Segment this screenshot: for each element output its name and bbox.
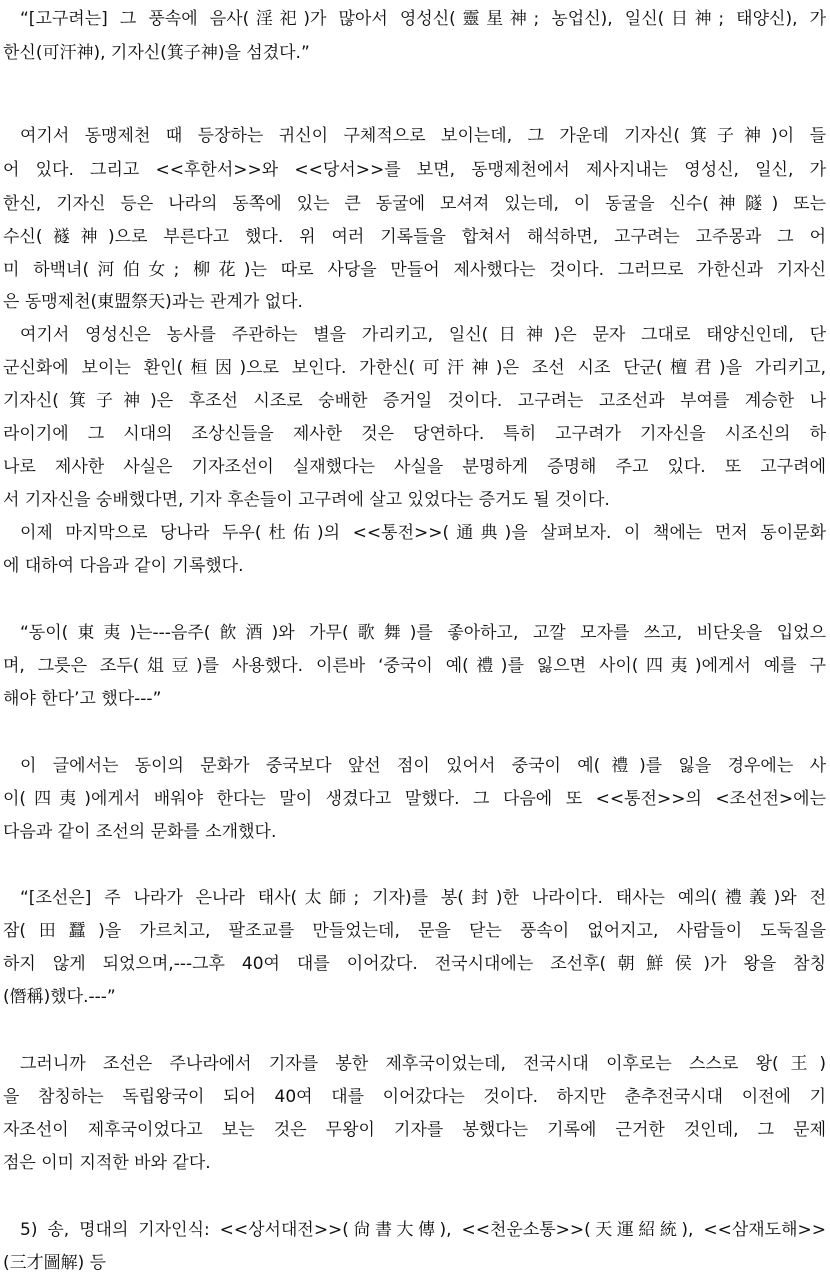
text-line: 군신화에 보이는 환인(桓因)으로 보인다. 가한신(可汗神)은 조선 시조 단군(檀君)을 가리키고, <box>3 358 826 378</box>
text-line: 하지 않게 되었으며,---그후 40여 대를 이어갔다. 전국시대에는 조선후(朝鮮侯)가 왕을 참칭 <box>3 954 826 974</box>
text-line: “동이(東夷)는---음주(飮酒)와 가무(歌舞)를 좋아하고, 고깔 모자를 쓰고, 비단옷을 입었으 <box>20 623 826 643</box>
text-line: 잠(田蠶)을 가르치고, 팔조교를 만들었는데, 문을 닫는 풍속이 없어지고, 사람들이 도둑질을 <box>3 921 826 941</box>
text-line: 그러니까 조선은 주나라에서 기자를 봉한 제후국이었는데, 전국시대 이후로는 스스로 왕(王) <box>20 1054 826 1074</box>
text-line: 다음과 같이 조선의 문화를 소개했다. <box>3 822 277 842</box>
text-line: 한신(可汗神), 기자신(箕子神)을 섬겼다.” <box>3 43 310 63</box>
text-line: 점은 이미 지적한 바와 같다. <box>3 1153 211 1173</box>
text-line: 한신, 기자신 등은 나라의 동쪽에 있는 큰 동굴에 모셔져 있는데, 이 동굴을 신수(神隧) 또는 <box>3 194 826 214</box>
text-line: 수신(襚神)으로 부른다고 했다. 위 여러 기록들을 합쳐서 해석하면, 고구려는 고주몽과 그 어 <box>3 227 826 247</box>
text-line: 은 동맹제천(東盟祭天)과는 관계가 없다. <box>3 292 303 312</box>
text-line: 에 대하여 다음과 같이 기록했다. <box>3 556 244 576</box>
text-line: 미 하백녀(河伯女; 柳花)는 따로 사당을 만들어 제사했다는 것이다. 그러므로 가한신과 기자신 <box>3 260 826 280</box>
section-heading-continuation: (三才圖解) 등 <box>3 1253 107 1273</box>
text-line: 며, 그릇은 조두(俎豆)를 사용했다. 이른바 ‘중국이 예(禮)를 잃으면 사이(四夷)에게서 예를 구 <box>3 656 826 676</box>
text-line: 여기서 동맹제천 때 등장하는 귀신이 구체적으로 보이는데, 그 가운데 기자신(箕子神)이 들 <box>20 126 826 146</box>
text-line: “[고구려는] 그 풍속에 음사(淫祀)가 많아서 영성신(靈星神; 농업신), 일신(日神; 태양신), 가 <box>20 9 826 29</box>
text-line: “[조선은] 주 나라가 은나라 태사(太師; 기자)를 봉(封)한 나라이다. 태사는 예의(禮義)와 전 <box>20 888 826 908</box>
text-line: 나로 제사한 사실은 기자조선이 실재했다는 사실을 분명하게 증명해 주고 있다. 또 고구려에 <box>3 457 826 477</box>
text-line: (僭稱)했다.---” <box>3 987 116 1007</box>
text-line: 여기서 영성신은 농사를 주관하는 별을 가리키고, 일신(日神)은 문자 그대로 태양신인데, 단 <box>20 325 826 345</box>
text-line: 어 있다. 그리고 <<후한서>>와 <<당서>>를 보면, 동맹제천에서 제사지내는 영성신, 일신, 가 <box>3 160 826 180</box>
text-line: 라이기에 그 시대의 조상신들을 제사한 것은 당연하다. 특히 고구려가 기자신을 시조신의 하 <box>3 424 826 444</box>
text-line: 기자신(箕子神)은 후조선 시조로 숭배한 증거일 것이다. 고구려는 고조선과 부여를 계승한 나 <box>3 391 826 411</box>
text-line: 해야 한다’고 했다---” <box>3 689 162 709</box>
section-heading: 5) 송, 명대의 기자인식: <<상서대전>>(尙書大傳), <<천운소통>>(天運紹統), <<삼재도해>> <box>20 1220 826 1240</box>
text-line: 이(四夷)에게서 배워야 한다는 말이 생겼다고 말했다. 그 다음에 또 <<통전>>의 <조선전>에는 <box>3 789 826 809</box>
text-line: 서 기자신을 숭배했다면, 기자 후손들이 고구려에 살고 있었다는 증거도 될 것이다. <box>3 490 610 510</box>
text-line: 을 참칭하는 독립왕국이 되어 40여 대를 이어갔다는 것이다. 하지만 춘추전국시대 이전에 기 <box>3 1087 826 1107</box>
text-line: 이 글에서는 동이의 문화가 중국보다 앞선 점이 있어서 중국이 예(禮)를 잃을 경우에는 사 <box>20 756 826 776</box>
text-line: 이제 마지막으로 당나라 두우(杜佑)의 <<통전>>(通典)을 살펴보자. 이 책에는 먼저 동이문화 <box>20 523 826 543</box>
text-line: 자조선이 제후국이었다고 보는 것은 무왕이 기자를 봉했다는 기록에 근거한 것인데, 그 문제 <box>3 1120 826 1140</box>
